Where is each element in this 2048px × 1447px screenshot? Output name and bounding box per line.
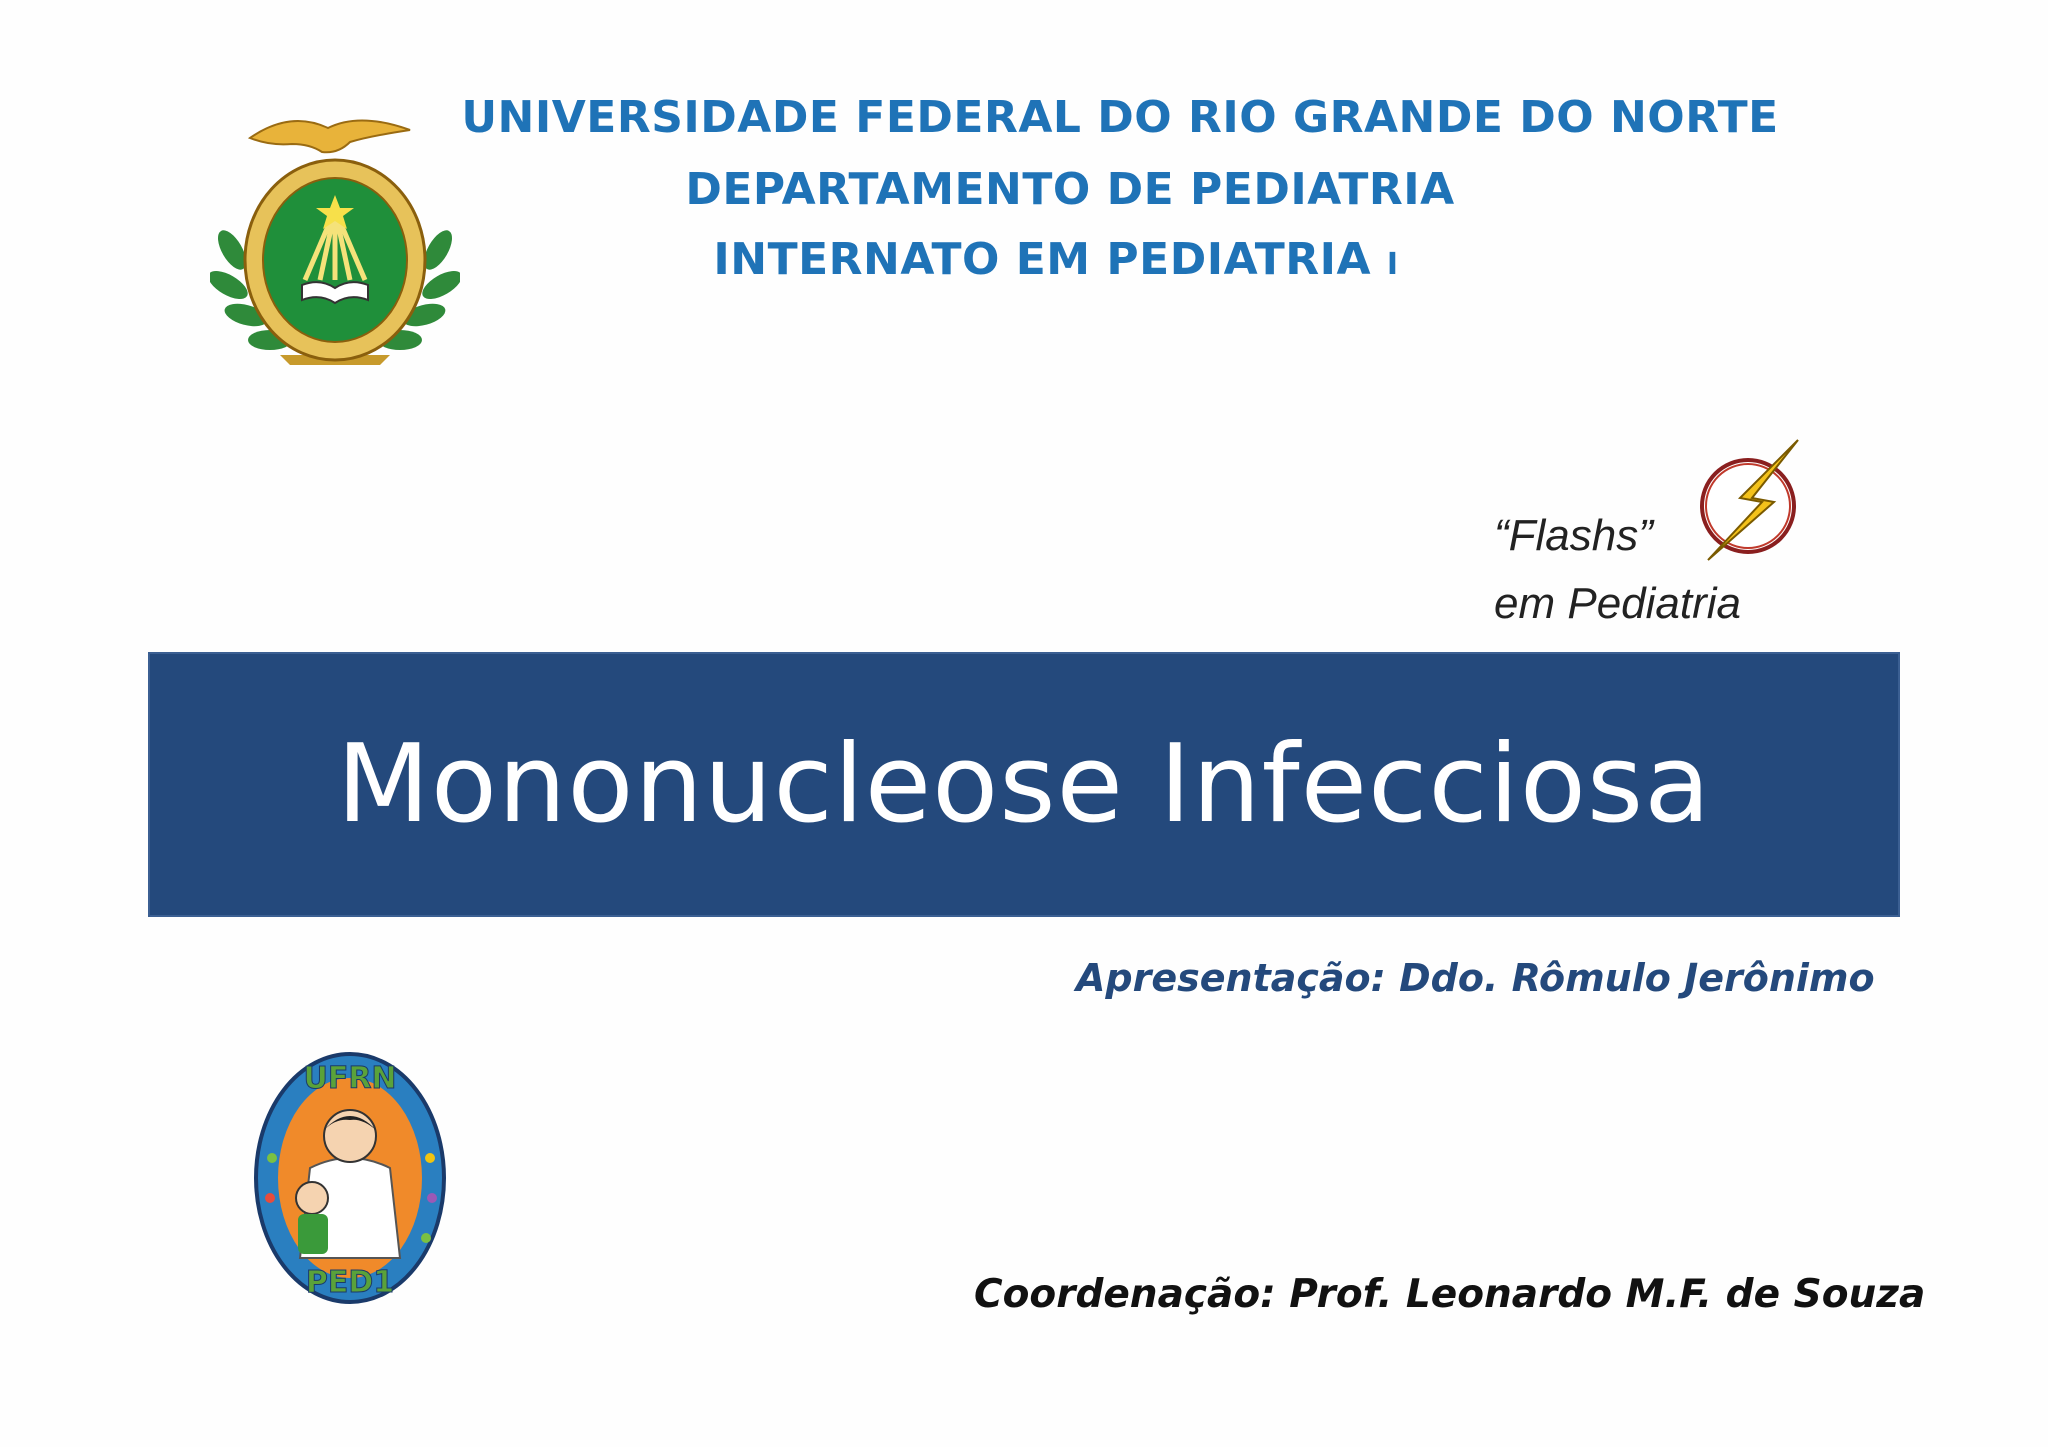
ped-logo-top-text: UFRN <box>303 1061 397 1096</box>
presentation-title: Mononucleose Infecciosa <box>336 722 1712 847</box>
flashs-line1: “Flashs” <box>1494 511 1653 560</box>
internship-label: INTERNATO EM PEDIATRIA <box>713 234 1372 285</box>
internship-number: I <box>1386 247 1399 282</box>
flashs-line2: em Pediatria <box>1494 579 1742 628</box>
lightning-bolt-icon <box>1690 432 1810 572</box>
ufrn-ped1-logo-icon <box>250 1048 450 1308</box>
coordination-credit: Coordenação: Prof. Leonardo M.F. de Souza <box>974 1272 1926 1317</box>
university-name: UNIVERSIDADE FEDERAL DO RIO GRANDE DO NORTE <box>461 92 1779 143</box>
presenter-credit: Apresentação: Ddo. Rômulo Jerônimo <box>1076 956 1875 1000</box>
title-band <box>148 652 1900 917</box>
internship-name <box>306 234 1806 285</box>
ped-logo-bottom-text: PED1 <box>305 1265 395 1300</box>
department-name: DEPARTAMENTO DE PEDIATRIA <box>685 164 1455 215</box>
